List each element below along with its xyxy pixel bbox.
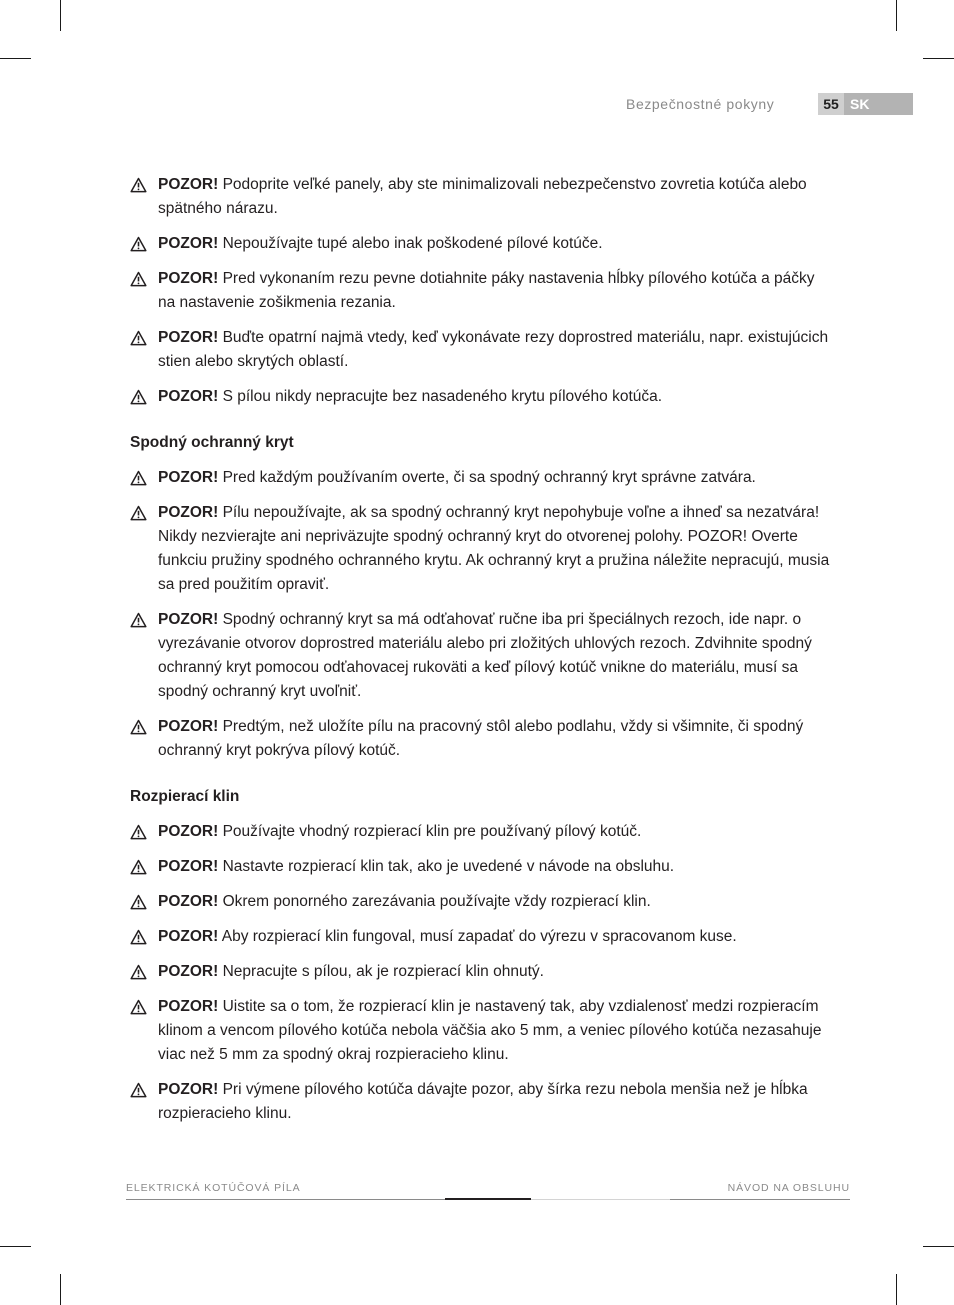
warning-item (130, 995, 830, 1067)
warning-text: Okrem ponorného zarezávania používajte vždy rozpierací klin. (222, 893, 651, 910)
warning-triangle-icon (130, 236, 147, 252)
section-title-riving-knife: Rozpierací klin (130, 788, 240, 805)
footer-divider-accent (445, 1198, 531, 1200)
warning-label: POZOR! (158, 858, 219, 875)
page-badge (818, 93, 913, 115)
warning-text: Pred každým používaním overte, či sa spodný ochranný kryt správne zatvára. (222, 469, 756, 486)
warning-triangle-icon (130, 271, 147, 287)
warning-text: Buďte opatrní najmä vtedy, keď vykonávate rezy doprostred materiálu, napr. existujúcich stien alebo skrytých oblastí. (158, 329, 829, 370)
warning-triangle-icon (130, 894, 147, 910)
warning-text: Podoprite veľké panely, aby ste minimalizovali nebezpečenstvo zovretia kotúča alebo spätného nárazu. (158, 176, 807, 217)
document-body (130, 173, 830, 1137)
footer-divider-light (531, 1199, 670, 1200)
crop-mark (0, 1246, 31, 1247)
crop-mark (60, 1274, 61, 1305)
warning-text: Spodný ochranný kryt sa má odťahovať ručne iba pri špeciálnych rezoch, ide napr. o vyrezávanie otvorov doprostred materiálu alebo pri zložitých uhlových rezoch. Zdvihnite spodný ochranný kryt pomocou odťahovacej rukoväti a keď pílový kotúč vnikne do materiálu, musí sa spodný ochranný kryt uvoľniť. (158, 611, 812, 700)
crop-mark (923, 1246, 954, 1247)
warning-text: Pílu nepoužívajte, ak sa spodný ochranný kryt nepohybuje voľne a ihneď sa nezatvára! Nikdy nezvierajte ani nepriväzujte spodný ochranný kryt do otvorenej polohy. POZOR! Overte funkciu pružiny spodného ochranného krytu. Ak ochranný kryt a pružina náležite nepracujú, musia sa pred použitím opraviť. (158, 504, 830, 593)
warning-item (130, 267, 830, 315)
warning-triangle-icon (130, 1082, 147, 1098)
warning-label: POZOR! (158, 235, 219, 252)
warning-text: Nastavte rozpierací klin tak, ako je uvedené v návode na obsluhu. (222, 858, 675, 875)
warning-item (130, 608, 830, 704)
warning-item (130, 925, 830, 949)
warning-text: Uistite sa o tom, že rozpierací klin je nastavený tak, aby vzdialenosť medzi rozpieracím klinom a vencom pílového kotúča nebola väčšia ako 5 mm, a veniec pílového kotúča nezasahuje viac než 5 mm za spodný okraj rozpieracieho klinu. (158, 998, 822, 1063)
warning-label: POZOR! (158, 611, 219, 628)
warning-item (130, 385, 830, 409)
warning-text: S pílou nikdy nepracujte bez nasadeného krytu pílového kotúča. (222, 388, 663, 405)
warning-label: POZOR! (158, 176, 219, 193)
warning-triangle-icon (130, 330, 147, 346)
warning-item (130, 501, 830, 597)
warning-triangle-icon (130, 929, 147, 945)
section-title-lower-guard: Spodný ochranný kryt (130, 434, 294, 451)
footer-product-name: ELEKTRICKÁ KOTÚČOVÁ PÍLA (126, 1182, 301, 1194)
warning-text: Aby rozpierací klin fungoval, musí zapadať do výrezu v spracovanom kuse. (221, 928, 737, 945)
warning-group-lower-guard (130, 466, 830, 763)
warning-text: Nepoužívajte tupé alebo inak poškodené pílové kotúče. (222, 235, 603, 252)
warning-label: POZOR! (158, 718, 219, 735)
crop-mark (0, 58, 31, 59)
footer-manual-label: NÁVOD NA OBSLUHU (727, 1182, 850, 1194)
warning-triangle-icon (130, 824, 147, 840)
warning-triangle-icon (130, 470, 147, 486)
warning-item (130, 232, 830, 256)
warning-triangle-icon (130, 859, 147, 875)
warning-group-riving-knife (130, 820, 830, 1126)
warning-item (130, 820, 830, 844)
warning-text: Nepracujte s pílou, ak je rozpierací klin ohnutý. (222, 963, 544, 980)
warning-label: POZOR! (158, 1081, 219, 1098)
warning-triangle-icon (130, 389, 147, 405)
warning-item (130, 855, 830, 879)
warning-group-general (130, 173, 830, 409)
warning-label: POZOR! (158, 329, 219, 346)
warning-label: POZOR! (158, 504, 219, 521)
language-label: SK (850, 96, 870, 112)
warning-triangle-icon (130, 612, 147, 628)
warning-triangle-icon (130, 719, 147, 735)
warning-item (130, 890, 830, 914)
warning-triangle-icon (130, 177, 147, 193)
crop-mark (896, 1274, 897, 1305)
warning-text: Pri výmene pílového kotúča dávajte pozor, aby šírka rezu nebola menšia než je hĺbka rozpieracieho klinu. (158, 1081, 808, 1122)
warning-item (130, 173, 830, 221)
warning-item (130, 715, 830, 763)
warning-item (130, 326, 830, 374)
warning-text: Predtým, než uložíte pílu na pracovný stôl alebo podlahu, vždy si všimnite, či spodný ochranný kryt pokrýva pílový kotúč. (158, 718, 804, 759)
warning-item (130, 960, 830, 984)
crop-mark (923, 58, 954, 59)
warning-triangle-icon (130, 505, 147, 521)
warning-label: POZOR! (158, 270, 219, 287)
warning-triangle-icon (130, 964, 147, 980)
warning-label: POZOR! (158, 998, 219, 1015)
warning-label: POZOR! (158, 388, 219, 405)
warning-text: Pred vykonaním rezu pevne dotiahnite páky nastavenia hĺbky pílového kotúča a páčky na nastavenie zošikmenia rezania. (158, 270, 815, 311)
page-number: 55 (818, 93, 844, 115)
header-section-title: Bezpečnostné pokyny (626, 96, 775, 112)
warning-label: POZOR! (158, 823, 219, 840)
crop-mark (896, 0, 897, 31)
crop-mark (60, 0, 61, 31)
warning-text: Používajte vhodný rozpierací klin pre používaný pílový kotúč. (222, 823, 642, 840)
warning-label: POZOR! (158, 963, 219, 980)
warning-item (130, 1078, 830, 1126)
warning-item (130, 466, 830, 490)
warning-label: POZOR! (158, 928, 219, 945)
warning-label: POZOR! (158, 893, 219, 910)
warning-label: POZOR! (158, 469, 219, 486)
warning-triangle-icon (130, 999, 147, 1015)
